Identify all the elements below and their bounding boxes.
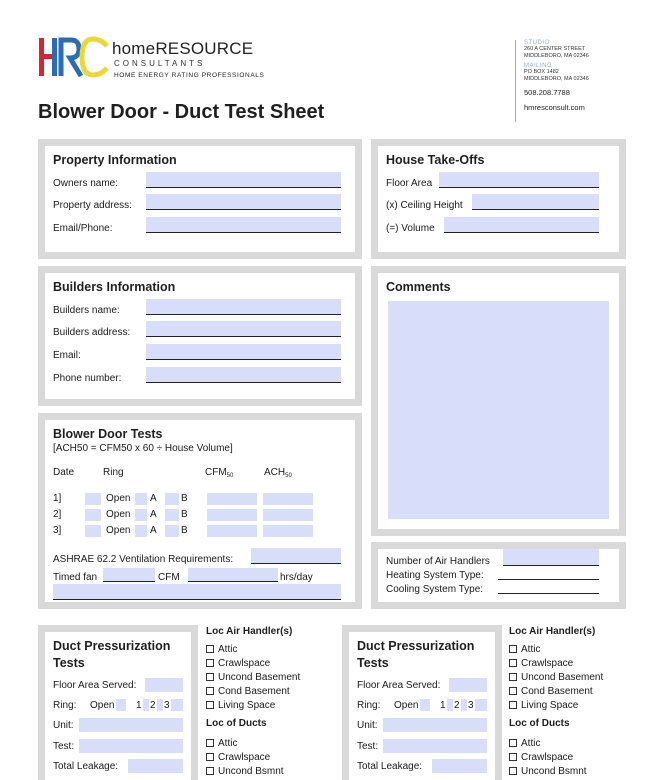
test-row-1-open-label: Open [106, 493, 131, 504]
loc-handler-1-living-space[interactable] [206, 700, 275, 711]
duct-test-2-leakage-label: Total Leakage: [357, 761, 423, 772]
builders-email-field[interactable] [146, 344, 341, 360]
duct-test-1-ring-3: 3 [164, 700, 170, 711]
checkbox-icon [509, 701, 517, 709]
checkbox-icon [509, 767, 517, 775]
company-logo [37, 36, 109, 80]
duct-test-2-ring-3: 3 [468, 700, 474, 711]
duct-test-2-ring-label: Ring: [357, 700, 381, 711]
loc-air-handler-title-2: Loc Air Handler(s) [509, 626, 596, 637]
cooling-system-field[interactable] [498, 582, 599, 594]
duct-test-2-floor-area-field[interactable] [449, 678, 487, 692]
col-date: Date [53, 467, 75, 478]
test-row-1-a-label: A [150, 493, 157, 504]
loc-ducts-2-crawlspace-label: Crawlspace [521, 752, 574, 763]
ceiling-height-field[interactable] [472, 194, 599, 210]
page-title: Blower Door - Duct Test Sheet [38, 101, 325, 123]
air-handlers-label: Number of Air Handlers [386, 556, 490, 567]
loc-handler-2-living-space-label: Living Space [521, 700, 579, 711]
builders-phone-field[interactable] [146, 367, 341, 383]
test-row-3-cfm[interactable] [207, 525, 257, 537]
test-row-2-b-label: B [181, 509, 188, 520]
duct-test-2-unit-field[interactable] [383, 718, 487, 732]
duct-test-2-ring-1: 1 [440, 700, 446, 711]
owners-name-label: Owners name: [53, 178, 119, 189]
ach-formula: [ACH50 = CFM50 x 60 ÷ House Volume] [53, 443, 233, 454]
loc-handler-2-uncond-basement[interactable] [509, 672, 603, 683]
builders-address-label: Builders address: [53, 327, 131, 338]
test-row-1-b-label: B [181, 493, 188, 504]
loc-handler-1-attic[interactable] [206, 644, 237, 655]
checkbox-icon [206, 753, 214, 761]
loc-ducts-2-attic-label: Attic [521, 738, 541, 749]
loc-ducts-title-1: Loc of Ducts [206, 718, 267, 729]
duct-test-1-ring-label: Ring: [53, 700, 77, 711]
test-row-3-ach[interactable] [263, 525, 313, 537]
loc-handler-2-attic-label: Attic [521, 644, 541, 655]
duct-test-1-title-2: Tests [53, 656, 85, 670]
duct-test-1-ring-2: 2 [150, 700, 156, 711]
duct-test-1-ring-2-check[interactable] [157, 699, 163, 711]
studio-line2: MIDDLEBORO, MA 02346 [524, 52, 589, 59]
loc-ducts-1-uncond-bsmnt-label: Uncond Bsmnt [218, 766, 284, 777]
checkbox-icon [206, 739, 214, 747]
comments-field[interactable] [388, 301, 609, 519]
test-row-2-a-check[interactable] [165, 509, 179, 521]
floor-area-label: Floor Area [386, 178, 433, 189]
loc-ducts-2-uncond-bsmnt-label: Uncond Bsmnt [521, 766, 587, 777]
loc-handler-2-uncond-basement-label: Uncond Basement [521, 672, 604, 683]
builders-phone-label: Phone number: [53, 373, 122, 384]
test-row-3-b-label: B [181, 525, 188, 536]
duct-test-2-ring-2: 2 [454, 700, 460, 711]
duct-test-panel-2 [342, 625, 502, 780]
col-ach-sub: 50 [285, 473, 292, 479]
duct-test-2-open-check[interactable] [420, 699, 430, 711]
timed-fan-cfm-label: CFM [158, 572, 180, 583]
duct-test-1-test-label: Test: [53, 741, 75, 752]
col-ach-text: ACH [264, 467, 286, 478]
duct-test-1-floor-area-label: Floor Area Served: [53, 680, 137, 691]
mailing-line1: PO BOX 1482 [524, 69, 559, 75]
checkbox-icon [509, 753, 517, 761]
col-ring: Ring [103, 467, 124, 478]
duct-test-1-floor-area-field[interactable] [145, 678, 183, 692]
property-information-title: Property Information [53, 153, 177, 167]
test-row-1-open-check[interactable] [135, 493, 147, 505]
property-address-label: Property address: [53, 200, 132, 211]
builders-address-field[interactable] [146, 321, 341, 337]
loc-handler-1-crawlspace[interactable] [206, 658, 270, 669]
duct-test-2-unit-label: Unit: [357, 720, 378, 731]
test-row-2-num: 2] [53, 509, 62, 520]
builders-name-label: Builders name: [53, 305, 120, 316]
duct-test-2-ring-2-check[interactable] [461, 699, 467, 711]
duct-test-2-test-field[interactable] [383, 739, 487, 753]
loc-handler-1-crawlspace-label: Crawlspace [218, 658, 271, 669]
duct-test-2-ring-1-check[interactable] [447, 699, 453, 711]
checkbox-icon [206, 701, 214, 709]
checkbox-icon [509, 659, 517, 667]
col-cfm-sub: 50 [226, 473, 234, 479]
loc-handler-1-cond-basement-label: Cond Basement [218, 686, 290, 697]
test-row-2-ach[interactable] [263, 509, 313, 521]
loc-handler-2-cond-basement-label: Cond Basement [521, 686, 593, 697]
website: hmresconsult.com [524, 103, 585, 112]
duct-test-2-title-1: Duct Pressurization [357, 639, 475, 653]
address-block [515, 40, 635, 122]
duct-test-1-title-1: Duct Pressurization [53, 639, 171, 653]
duct-test-1-leakage-label: Total Leakage: [53, 761, 119, 772]
blower-door-tests-panel [38, 413, 362, 609]
timed-fan-notes-field[interactable] [53, 584, 341, 600]
heating-system-field[interactable] [498, 568, 599, 580]
loc-ducts-2-attic[interactable] [509, 738, 540, 749]
loc-handler-2-attic[interactable] [509, 644, 540, 655]
duct-test-2-test-label: Test: [357, 741, 379, 752]
checkbox-icon [206, 687, 214, 695]
duct-test-2-floor-area-label: Floor Area Served: [357, 680, 441, 691]
test-row-3-a-label: A [150, 525, 157, 536]
house-takeoffs-panel [371, 139, 626, 259]
phone-number: 508.208.7788 [524, 88, 570, 97]
brand-sub: CONSULTANTS [114, 59, 206, 68]
duct-test-1-unit-label: Unit: [53, 720, 74, 731]
air-handlers-field[interactable] [503, 549, 599, 566]
checkbox-icon [509, 739, 517, 747]
loc-handler-2-living-space[interactable] [509, 700, 578, 711]
brand-name-home: home [112, 39, 156, 58]
duct-test-2-open-label: Open [394, 700, 419, 711]
loc-ducts-1-uncond-bsmnt[interactable] [206, 766, 284, 777]
ashrae-label: ASHRAE 62.2 Ventilation Requirements: [53, 554, 234, 565]
brand-tagline: HOME ENERGY RATING PROFESSIONALS [114, 72, 265, 79]
test-row-3-a-check[interactable] [165, 525, 179, 537]
col-cfm50 [205, 467, 233, 479]
loc-handler-1-cond-basement[interactable] [206, 686, 290, 697]
loc-handler-1-attic-label: Attic [218, 644, 238, 655]
heating-system-label: Heating System Type: [386, 570, 484, 581]
cooling-system-label: Cooling System Type: [386, 584, 484, 595]
owners-name-field[interactable] [146, 172, 341, 188]
test-row-3-open-label: Open [106, 525, 131, 536]
loc-handler-2-cond-basement[interactable] [509, 686, 593, 697]
test-row-2-open-check[interactable] [135, 509, 147, 521]
duct-test-1-open-check[interactable] [116, 699, 126, 711]
duct-test-1-ring-1-check[interactable] [143, 699, 149, 711]
checkbox-icon [206, 767, 214, 775]
test-row-2-date[interactable] [85, 509, 101, 521]
hrc-logo-icon [37, 36, 109, 80]
ashrae-field[interactable] [251, 548, 341, 564]
test-row-1-cfm[interactable] [207, 493, 257, 505]
checkbox-icon [509, 645, 517, 653]
test-row-3-num: 3] [53, 525, 62, 536]
loc-ducts-1-crawlspace-label: Crawlspace [218, 752, 271, 763]
loc-ducts-1-crawlspace[interactable] [206, 752, 270, 763]
studio-line1: 260 A CENTER STREET [524, 46, 586, 52]
duct-test-panel-1 [38, 625, 198, 780]
test-row-1-num: 1] [53, 493, 62, 504]
house-takeoffs-title: House Take-Offs [386, 153, 485, 167]
test-row-1-ach[interactable] [263, 493, 313, 505]
loc-handler-2-crawlspace-label: Crawlspace [521, 658, 574, 669]
test-row-2-cfm[interactable] [207, 509, 257, 521]
email-phone-field[interactable] [146, 217, 341, 233]
brand-name-resource: RESOURCE [155, 39, 254, 58]
loc-ducts-1-attic[interactable] [206, 738, 237, 749]
duct-test-2-leakage-field[interactable] [432, 759, 487, 773]
floor-area-field[interactable] [439, 172, 599, 188]
studio-label: STUDIO [524, 40, 550, 46]
systems-panel [371, 542, 626, 609]
brand-name [112, 39, 253, 59]
test-row-1-a-check[interactable] [165, 493, 179, 505]
duct-test-1-ring-3-check[interactable] [171, 699, 183, 711]
loc-handler-2-crawlspace[interactable] [509, 658, 573, 669]
duct-test-2-ring-3-check[interactable] [475, 699, 487, 711]
loc-handler-1-uncond-basement-label: Uncond Basement [218, 672, 301, 683]
loc-ducts-2-uncond-bsmnt[interactable] [509, 766, 587, 777]
timed-fan-cfm-field[interactable] [188, 568, 278, 582]
builders-information-title: Builders Information [53, 280, 176, 294]
duct-test-2-title-2: Tests [357, 656, 389, 670]
comments-title: Comments [386, 280, 451, 294]
hrs-day-label: hrs/day [280, 572, 313, 583]
test-row-3-date[interactable] [85, 525, 101, 537]
duct-test-1-leakage-field[interactable] [128, 759, 183, 773]
builders-information-panel [38, 266, 362, 406]
test-row-1-date[interactable] [85, 493, 101, 505]
checkbox-icon [509, 673, 517, 681]
duct-test-1-ring-1: 1 [136, 700, 142, 711]
loc-handler-1-living-space-label: Living Space [218, 700, 276, 711]
test-row-2-a-label: A [150, 509, 157, 520]
loc-ducts-1-attic-label: Attic [218, 738, 238, 749]
property-address-field[interactable] [146, 194, 341, 210]
builders-email-label: Email: [53, 350, 81, 361]
ceiling-height-label: (x) Ceiling Height [386, 200, 463, 211]
duct-test-1-unit-field[interactable] [79, 718, 183, 732]
checkbox-icon [206, 659, 214, 667]
loc-ducts-2-crawlspace[interactable] [509, 752, 573, 763]
checkbox-icon [206, 645, 214, 653]
col-ach50 [264, 467, 292, 479]
volume-label: (=) Volume [386, 223, 435, 234]
mailing-line2: MIDDLEBORO, MA 02346 [524, 75, 589, 82]
test-row-3-open-check[interactable] [135, 525, 147, 537]
checkbox-icon [509, 687, 517, 695]
timed-fan-label: Timed fan [53, 572, 98, 583]
loc-ducts-title-2: Loc of Ducts [509, 718, 570, 729]
builders-name-field[interactable] [146, 299, 341, 315]
loc-handler-1-uncond-basement[interactable] [206, 672, 300, 683]
duct-test-1-open-label: Open [90, 700, 115, 711]
email-phone-label: Email/Phone: [53, 223, 113, 234]
blower-door-tests-title: Blower Door Tests [53, 427, 163, 441]
timed-fan-field[interactable] [103, 568, 155, 582]
volume-field[interactable] [444, 217, 599, 233]
col-cfm-text: CFM [205, 467, 227, 478]
property-information-panel [38, 139, 362, 259]
mailing-label: MAILING [524, 63, 553, 69]
test-row-2-open-label: Open [106, 509, 131, 520]
checkbox-icon [206, 673, 214, 681]
comments-panel [371, 266, 626, 536]
loc-air-handler-title-1: Loc Air Handler(s) [206, 626, 293, 637]
duct-test-1-test-field[interactable] [79, 739, 183, 753]
